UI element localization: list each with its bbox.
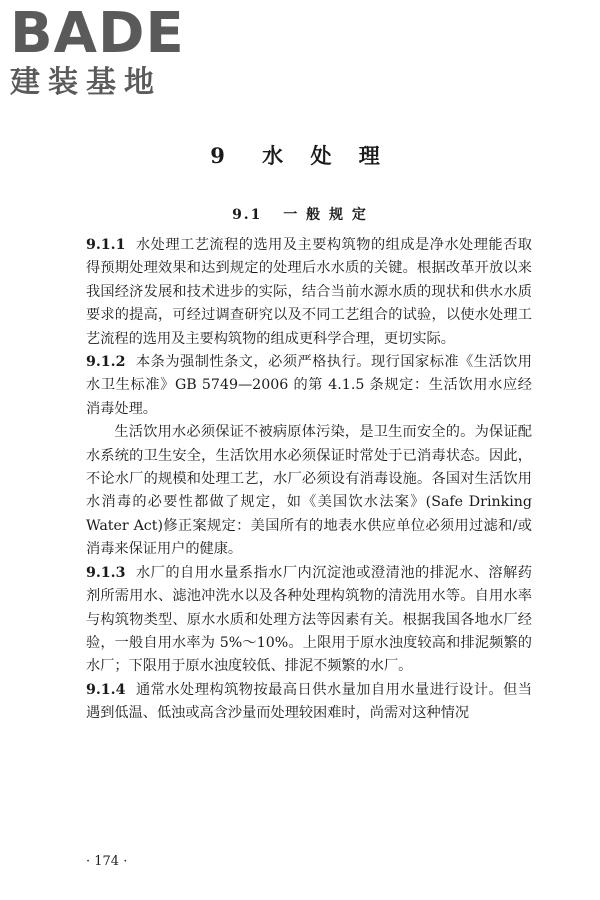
clause-9-1-1 <box>86 234 532 351</box>
clause-9-1-2 <box>86 351 532 421</box>
chapter-number: 9 <box>210 143 235 168</box>
section-title: 一 般 规 定 <box>283 207 368 223</box>
clause-number: 9.1.2 <box>86 354 126 371</box>
chapter-heading <box>0 140 600 170</box>
watermark-subtitle: 建装基地 <box>10 65 162 100</box>
document-body <box>86 234 532 726</box>
page-number: · 174 · <box>86 854 128 869</box>
clause-text: 水处理工艺流程的选用及主要构筑物的组成是净水处理能否取得预期处理效果和达到规定的处理后水水质的关键。根据改革开放以来我国经济发展和技术进步的实际，结合当前水源水质的现状和供水水质要求的提高，可经过调查研究以及不同工艺组合的试验，以使水处理工艺流程的选用及主要构筑物的组成更科学合理，更切实际。 <box>86 237 532 347</box>
clause-number: 9.1.1 <box>86 237 126 253</box>
watermark-logo <box>10 1 190 100</box>
clause-number: 9.1.3 <box>86 564 126 581</box>
clause-text: 通常水处理构筑物按最高日供水量加自用水量进行设计。但当遇到低温、低浊或高含沙量而处理较困难时，尚需对这种情况 <box>86 681 532 722</box>
chapter-title: 水 处 理 <box>262 143 390 168</box>
paragraph-text: 生活饮用水必须保证不被病原体污染，是卫生而安全的。为保证配水系统的卫生安全，生活饮用水必须保证时常处于已消毒状态。因此，不论水厂的规模和处理工艺，水厂必须设有消毒设施。各国对生活饮用水消毒的必要性都做了规定，如《美国饮水法案》(Safe Drinking Water Act)修正案规定：美国所有的地表水供应单位必须用过滤和/或消毒来保证用户的健康。 <box>86 424 532 558</box>
clause-9-1-3 <box>86 562 532 679</box>
clause-text: 水厂的自用水量系指水厂内沉淀池或澄清池的排泥水、溶解药剂所需用水、滤池冲洗水以及各种处理构筑物的清洗用水等。自用水率与构筑物类型、原水水质和处理方法等因素有关。根据我国各地水厂经验，一般自用水率为 5%～10%。上限用于原水浊度较高和排泥频繁的水厂；下限用于原水浊度较低、排泥不频繁的水厂。 <box>86 564 532 675</box>
section-number: 9.1 <box>232 207 263 223</box>
clause-9-1-4 <box>86 679 532 726</box>
clause-text: 本条为强制性条文，必须严格执行。现行国家标准《生活饮用水卫生标准》GB 5749—2006 的第 4.1.5 条规定：生活饮用水应经消毒处理。 <box>86 354 532 417</box>
clause-9-1-2-explanation <box>86 421 532 561</box>
section-heading <box>0 204 600 224</box>
watermark-brand: BADE <box>10 1 185 66</box>
clause-number: 9.1.4 <box>86 681 126 698</box>
